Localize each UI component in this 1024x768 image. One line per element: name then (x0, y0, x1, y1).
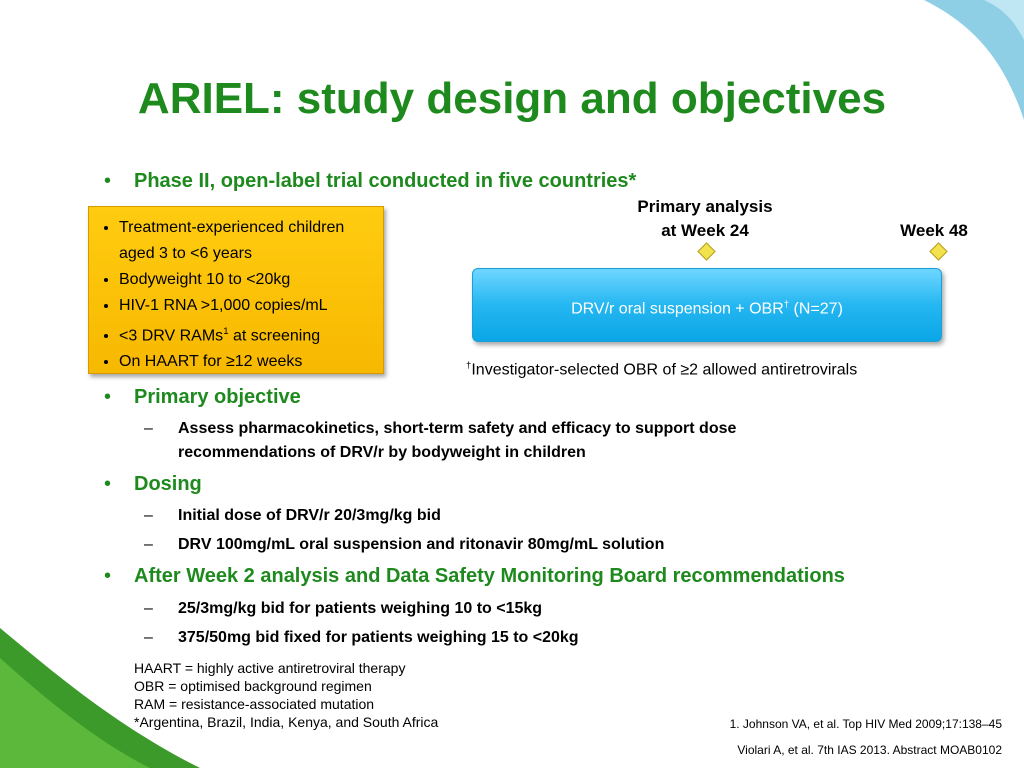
bullet-phase (104, 170, 637, 193)
bullet-icon: • (104, 473, 112, 495)
abbreviations: HAART = highly active antiretroviral therapy OBR = optimised background regimen RAM = resistance-associated mutation *Argentina, Brazil, India, Kenya, and South Africa (134, 660, 439, 730)
bullet-icon: • (104, 565, 112, 587)
bullet-dosing: • Dosing (104, 473, 202, 495)
bullet-phase-text: Phase II, open-label trial conducted in five countries* (134, 170, 637, 192)
criteria-item: • On HAART for ≥12 weeks (119, 349, 373, 375)
bullet-icon: • (104, 386, 112, 408)
criteria-item: • Treatment-experienced children aged 3 to <6 years (119, 215, 373, 267)
week48-label: Week 48 (900, 221, 968, 240)
dosing-item: – Initial dose of DRV/r 20/3mg/kg bid (144, 507, 441, 524)
primary-objective-item: – Assess pharmacokinetics, short-term safety and efficacy to support dose recommendations of DRV/r by bodyweight in children (144, 420, 737, 461)
after-week2-item: – 375/50mg bid fixed for patients weighing 15 to <20kg (144, 629, 579, 646)
reference-1: 1. Johnson VA, et al. Top HIV Med 2009;17:138–45 (729, 717, 1002, 731)
primary-analysis-label: Primary analysis at Week 24 (637, 197, 773, 240)
inclusion-criteria-box (88, 206, 384, 374)
reference-2: Violari A, et al. 7th IAS 2013. Abstract MOAB0102 (737, 743, 1002, 757)
after-week2-item: – 25/3mg/kg bid for patients weighing 10 to <15kg (144, 600, 543, 617)
dosing-item: – DRV 100mg/mL oral suspension and ritonavir 80mg/mL solution (144, 536, 665, 553)
week24-marker-icon (697, 242, 715, 260)
bullet-after-week2: • After Week 2 analysis and Data Safety Monitoring Board recommendations (104, 565, 845, 587)
criteria-item: • Bodyweight 10 to <20kg (119, 267, 373, 293)
bullet-icon: • (104, 170, 112, 192)
week48-marker-icon (929, 242, 947, 260)
obr-footnote: †Investigator-selected OBR of ≥2 allowed antiretrovirals (466, 360, 858, 379)
treatment-arm-box: DRV/r oral suspension + OBR† (N=27) (472, 268, 942, 342)
slide-title: ARIEL: study design and objectives (137, 74, 887, 123)
criteria-item: • <3 DRV RAMs$^1$ at screening (119, 319, 373, 349)
bullet-primary-objective: • Primary objective (104, 386, 301, 408)
criteria-item: • HIV-1 RNA >1,000 copies/mL (119, 293, 373, 319)
